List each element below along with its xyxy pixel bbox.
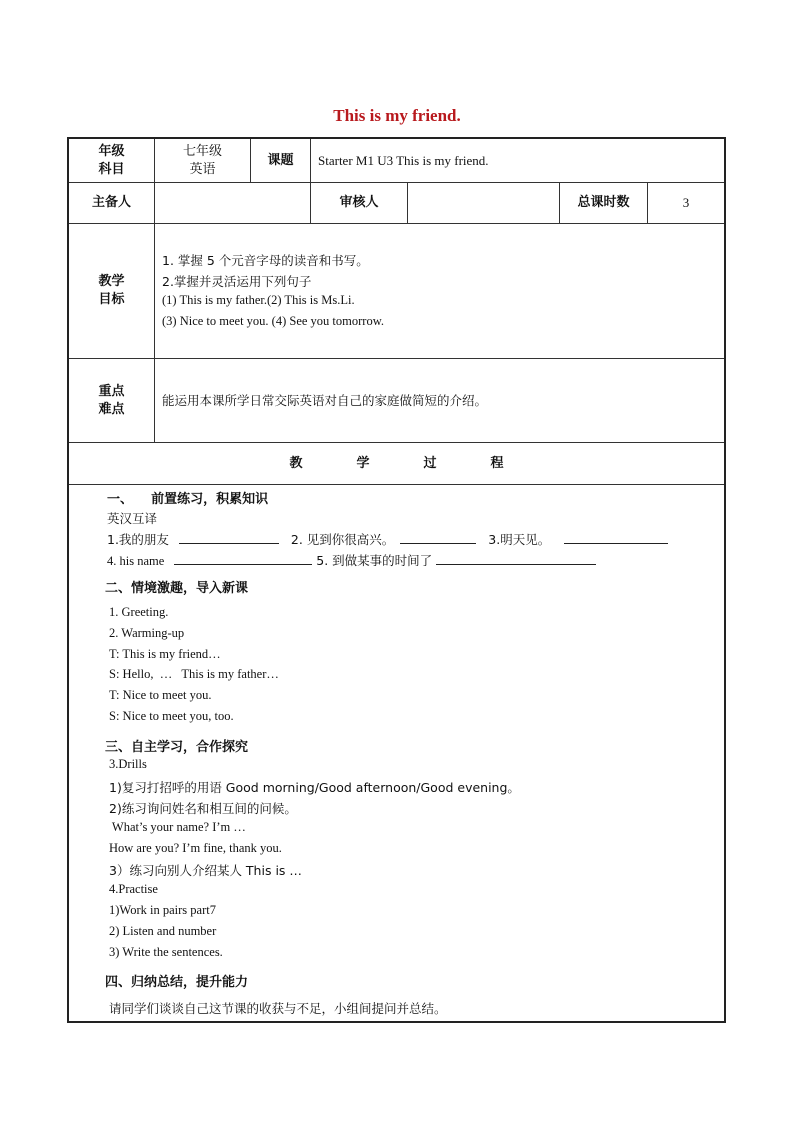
section2-line: 1. Greeting. — [109, 605, 169, 619]
process-char: 程 — [490, 455, 504, 471]
topic-label: 课题 — [267, 152, 294, 168]
goal-item: (3) Nice to meet you. (4) See you tomorrow. — [162, 314, 385, 328]
translation-prompt: 4. his name — [107, 554, 165, 568]
process-char: 过 — [423, 455, 437, 471]
answer-blank[interactable] — [436, 552, 596, 565]
section3-line: What’s your name? I’m … — [109, 820, 246, 834]
section3-line: How are you? I’m fine, thank you. — [109, 841, 282, 855]
translation-prompt: 5. 到做某事的时间了 — [316, 553, 433, 568]
section3-line: 3）练习向别人介绍某人 This is … — [109, 863, 302, 878]
section1-heading: 一、 前置练习，积累知识 — [107, 492, 269, 507]
section3-line: 2) Listen and number — [109, 924, 217, 938]
goals-label-1: 教学 — [98, 274, 125, 289]
section2-line: T: This is my friend… — [109, 647, 221, 661]
answer-blank[interactable] — [564, 531, 668, 544]
section3-heading: 三、自主学习，合作探究 — [105, 740, 249, 755]
grade-subject-label — [69, 139, 154, 182]
goals-label-2: 目标 — [98, 292, 125, 307]
translation-prompt: 1.我的朋友 — [107, 532, 169, 547]
lesson-plan-table — [67, 137, 726, 1023]
row-divider — [69, 358, 724, 359]
topic-value: Starter M1 U3 This is my friend. — [318, 152, 489, 168]
keypoints-label — [69, 359, 154, 442]
process-heading — [69, 443, 724, 484]
section2-line: 2. Warming-up — [109, 626, 185, 640]
keypoints-label-1: 重点 — [98, 383, 125, 399]
translation-row-2 — [107, 551, 596, 569]
hours-label: 总课时数 — [577, 195, 630, 210]
section3-line: 1)复习打招呼的用语 Good morning/Good afternoon/Good evening。 — [109, 780, 520, 795]
preparer-label: 主备人 — [91, 195, 131, 210]
keypoints-label-2: 难点 — [98, 401, 125, 417]
grade-value: 七年级 — [182, 143, 222, 159]
row-divider — [69, 484, 724, 485]
process-char: 教 — [289, 455, 303, 471]
subject-label: 科目 — [98, 161, 125, 177]
goal-item: 2.掌握并灵活运用下列句子 — [162, 274, 312, 289]
preparer-value — [155, 183, 310, 223]
process-char: 学 — [356, 455, 370, 471]
answer-blank[interactable] — [179, 531, 279, 544]
document-title: This is my friend. — [333, 106, 461, 125]
goal-item: 1. 掌握 5 个元音字母的读音和书写。 — [162, 253, 369, 268]
section2-line: S: Nice to meet you, too. — [109, 709, 234, 723]
section3-line: 3.Drills — [109, 757, 147, 771]
section3-line: 4.Practise — [109, 882, 158, 896]
section2-line: T: Nice to meet you. — [109, 688, 212, 702]
subject-value: 英语 — [189, 161, 216, 177]
grade-label: 年级 — [98, 143, 125, 159]
answer-blank[interactable] — [174, 552, 312, 565]
section2-line: S: Hello, … This is my father… — [109, 667, 279, 681]
translation-row-1 — [107, 530, 668, 548]
reviewer-value — [408, 183, 559, 223]
section4-text: 请同学们谈谈自己这节课的收获与不足，小组间提问并总结。 — [109, 1001, 447, 1016]
goals-label — [69, 224, 154, 358]
translation-prompt: 2. 见到你很高兴。 — [290, 532, 395, 547]
hours-value: 3 — [682, 195, 690, 210]
section3-line: 3) Write the sentences. — [109, 945, 223, 959]
translation-prompt: 3.明天见。 — [488, 532, 551, 547]
section4-heading: 四、归纳总结，提升能力 — [105, 975, 249, 990]
goal-item: (1) This is my father.(2) This is Ms.Li. — [162, 293, 355, 307]
section2-heading: 二、情境激趣，导入新课 — [105, 581, 249, 596]
row-divider — [69, 223, 724, 224]
grade-subject-value — [155, 139, 250, 182]
keypoints-text: 能运用本课所学日常交际英语对自己的家庭做简短的介绍。 — [162, 393, 488, 408]
section1-subtitle: 英汉互译 — [107, 511, 158, 526]
reviewer-label: 审核人 — [339, 195, 379, 210]
section3-line: 2)练习询问姓名和相互间的问候。 — [109, 801, 297, 816]
answer-blank[interactable] — [400, 531, 476, 544]
section3-line: 1)Work in pairs part7 — [109, 903, 216, 917]
